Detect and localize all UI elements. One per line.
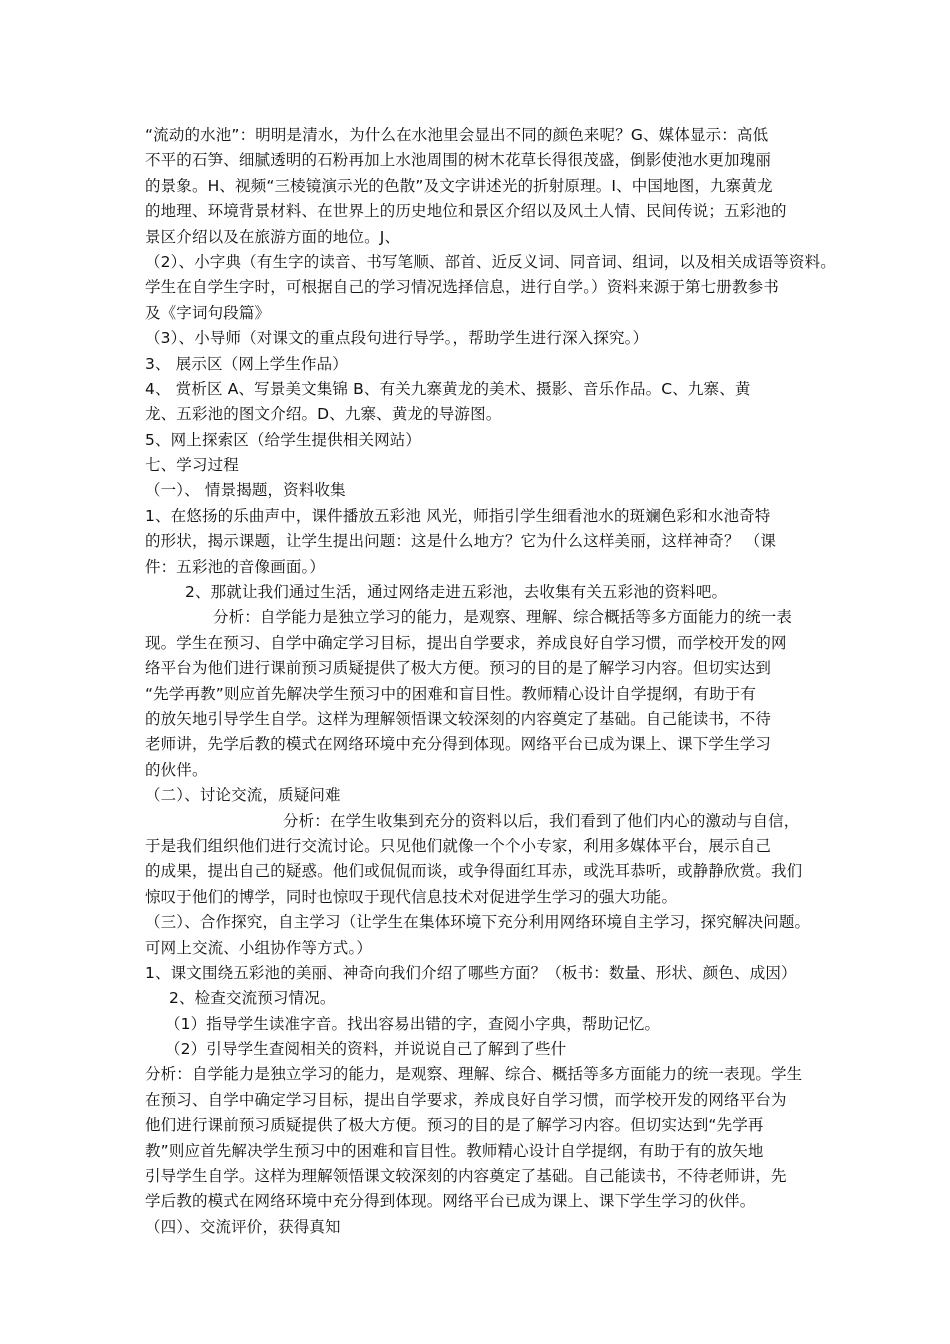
text-line: 及《字词句段篇》: [145, 303, 271, 322]
text-line: 在预习、自学中确定学习目标，提出自学要求，养成良好自学习惯，而学校开发的网络平台为: [145, 1090, 787, 1109]
text-line: 引导学生自学。这样为理解领悟课文较深刻的内容奠定了基础。自己能读书，不待老师讲，先: [145, 1167, 787, 1186]
text-line: 学生在自学生字时，可根据自己的学习情况选择信息，进行自学。）资料来源于第七册教参书: [145, 278, 779, 297]
text-line: 5、网上探索区（给学生提供相关网站）: [145, 430, 422, 449]
text-line: 的景象。H、视频“三棱镜演示光的色散”及文字讲述光的折射原理。I、中国地图，九寨黄龙: [145, 176, 773, 195]
text-line: （3）、小导师（对课文的重点段句进行导学。，帮助学生进行深入探究。）: [145, 329, 649, 348]
text-line: （2）、小字典（有生字的读音、书写笔顺、部首、近反义词、同音词、组词，以及相关成语等资料。: [145, 252, 836, 271]
text-line: （1）指导学生读准字音。找出容易出错的字，查阅小字典，帮助记忆。: [165, 1014, 661, 1033]
text-line: 学后教的模式在网络环境中充分得到体现。网络平台已成为课上、课下学生学习的伙伴。: [145, 1192, 756, 1211]
subsection-heading: （三）、合作探究，自主学习（让学生在集体环境下充分利用网络环境自主学习，探究解决问题。: [145, 913, 811, 932]
text-line: 龙、五彩池的图文介绍。D、九寨、黄龙的导游图。: [145, 405, 502, 424]
text-line: 景区介绍以及在旅游方面的地位。J、: [145, 227, 401, 246]
text-line: 的形状，揭示课题，让学生提出问题：这是什么地方？它为什么这样美丽，这样神奇？ （课: [145, 532, 777, 551]
text-line: 可网上交流、小组协作等方式。）: [145, 938, 373, 957]
text-line: 他们进行课前预习质疑提供了极大方便。预习的目的是了解学习内容。但切实达到“先学再: [145, 1116, 764, 1135]
text-line: 件：五彩池的音像画面。）: [145, 557, 326, 576]
text-line: 1、课文围绕五彩池的美丽、神奇向我们介绍了哪些方面？（板书：数量、形状、颜色、成因）: [145, 963, 797, 982]
text-line: 惊叹于他们的博学，同时也惊叹于现代信息技术对促进学生学习的强大功能。: [145, 887, 678, 906]
text-line: “流动的水池”：明明是清水，为什么在水池里会显出不同的颜色来呢？G、媒体显示：高低: [145, 126, 769, 144]
text-line: 2、那就让我们通过生活，通过网络走进五彩池，去收集有关五彩池的资料吧。: [185, 583, 728, 602]
subsection-heading: （一）、 情景揭题，资料收集: [145, 481, 346, 500]
document-page: [145, 123, 836, 1240]
text-line: 的地理、环境背景材料、在世界上的历史地位和景区介绍以及风土人情、民间传说；五彩池的: [145, 202, 787, 221]
section-heading: 七、学习过程: [145, 456, 239, 475]
text-line: 络平台为他们进行课前预习质疑提供了极大方便。预习的目的是了解学习内容。但切实达到: [145, 659, 772, 678]
text-line: “先学再教”则应首先解决学生预习中的困难和盲目性。教师精心设计自学提纲，有助于有: [145, 684, 757, 703]
text-line: 现。学生在预习、自学中确定学习目标，提出自学要求，养成良好自学习惯，而学校开发的网: [145, 633, 787, 652]
text-line: 的成果，提出自己的疑惑。他们或侃侃而谈，或争得面红耳赤，或洗耳恭听，或静静欣赏。我们: [145, 862, 803, 881]
text-line: 4、 赏析区 A、写景美文集锦 B、有关九寨黄龙的美术、摄影、音乐作品。C、九寨、黄: [145, 379, 751, 398]
text-line: 3、 展示区（网上学生作品）: [145, 354, 348, 373]
text-line: 于是我们组织他们进行交流讨论。只见他们就像一个个小专家，利用多媒体平台，展示自己: [145, 836, 772, 855]
text-line: 分析：自学能力是独立学习的能力，是观察、理解、综合概括等多方面能力的统一表: [213, 608, 793, 627]
text-line: 分析：自学能力是独立学习的能力，是观察、理解、综合、概括等多方面能力的统一表现。学生: [145, 1065, 803, 1084]
text-line: 老师讲，先学后教的模式在网络环境中充分得到体现。网络平台已成为课上、课下学生学习: [145, 735, 772, 754]
text-line: 不平的石笋、细腻透明的石粉再加上水池周围的树木花草长得很茂盛，倒影使池水更加瑰丽: [145, 151, 772, 170]
text-line: 2、检查交流预习情况。: [169, 989, 336, 1008]
text-line: （2）引导学生查阅相关的资料，并说说自己了解到了些什: [165, 1040, 567, 1059]
text-line: 的伙伴。: [145, 760, 208, 779]
text-line: 1、在悠扬的乐曲声中，课件播放五彩池 风光，师指引学生细看池水的斑斓色彩和水池奇特: [145, 506, 771, 525]
subsection-heading: （四）、交流评价，获得真知: [145, 1217, 341, 1236]
text-line: 的放矢地引导学生自学。这样为理解领悟课文较深刻的内容奠定了基础。自己能读书，不待: [145, 709, 772, 728]
text-line: 分析：在学生收集到充分的资料以后，我们看到了他们内心的激动与自信，: [283, 811, 800, 830]
text-line: 教”则应首先解决学生预习中的困难和盲目性。教师精心设计自学提纲，有助于有的放矢地: [145, 1141, 764, 1160]
subsection-heading: （二）、讨论交流，质疑问难: [145, 786, 341, 805]
